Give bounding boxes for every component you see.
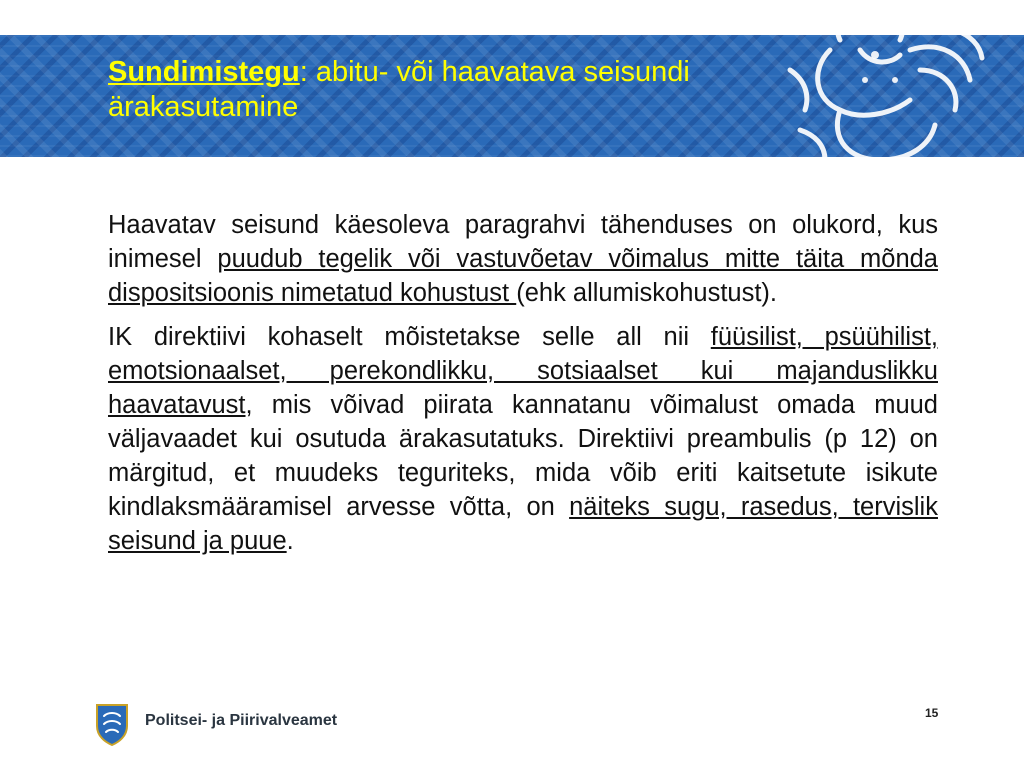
title-keyword: Sundimistegu — [108, 56, 300, 88]
p2-underlined-1: füüsilist, psüühilist, emotsionaalset, perekondlikku, sotsiaalset kui majanduslikku haavatavust — [108, 323, 938, 419]
p2-text-2: , mis võivad piirata kannatanu võimalust omada muud väljavaadet kui osutuda ärakasutatuks. Direktiivi preambulis (p 12) on märgitud, et muudeks teguriteks, mida võib eriti kaitsetute isikute kindlaksmääramisel arvesse võtta, on — [108, 391, 938, 521]
p2-text-1: IK direktiivi kohaselt mõistetakse selle all nii — [108, 323, 711, 351]
police-shield-icon — [94, 702, 130, 746]
title-rest: : abitu- või haavatava seisundi — [299, 56, 690, 88]
p1-text-1: Haavatav seisund käesoleva paragrahvi tähenduses on olukord, kus inimesel — [108, 211, 938, 273]
paragraph-1 — [108, 208, 938, 310]
p1-underlined-1: puudub tegelik või vastuvõetav võimalus mitte täita mõnda dispositsioonis nimetatud kohustust — [108, 245, 938, 307]
paragraph-2 — [108, 320, 938, 558]
p1-text-2: (ehk allumiskohustust). — [516, 279, 777, 307]
p2-underlined-2: näiteks sugu, rasedus, tervislik seisund ja puue — [108, 493, 938, 555]
title-line2: ärakasutamine — [108, 91, 299, 123]
p2-text-3: . — [286, 527, 294, 555]
body-text — [108, 208, 938, 568]
slide-title — [108, 55, 908, 125]
page-number: 15 — [925, 706, 939, 720]
footer-organization: Politsei- ja Piirivalveamet — [145, 712, 338, 729]
